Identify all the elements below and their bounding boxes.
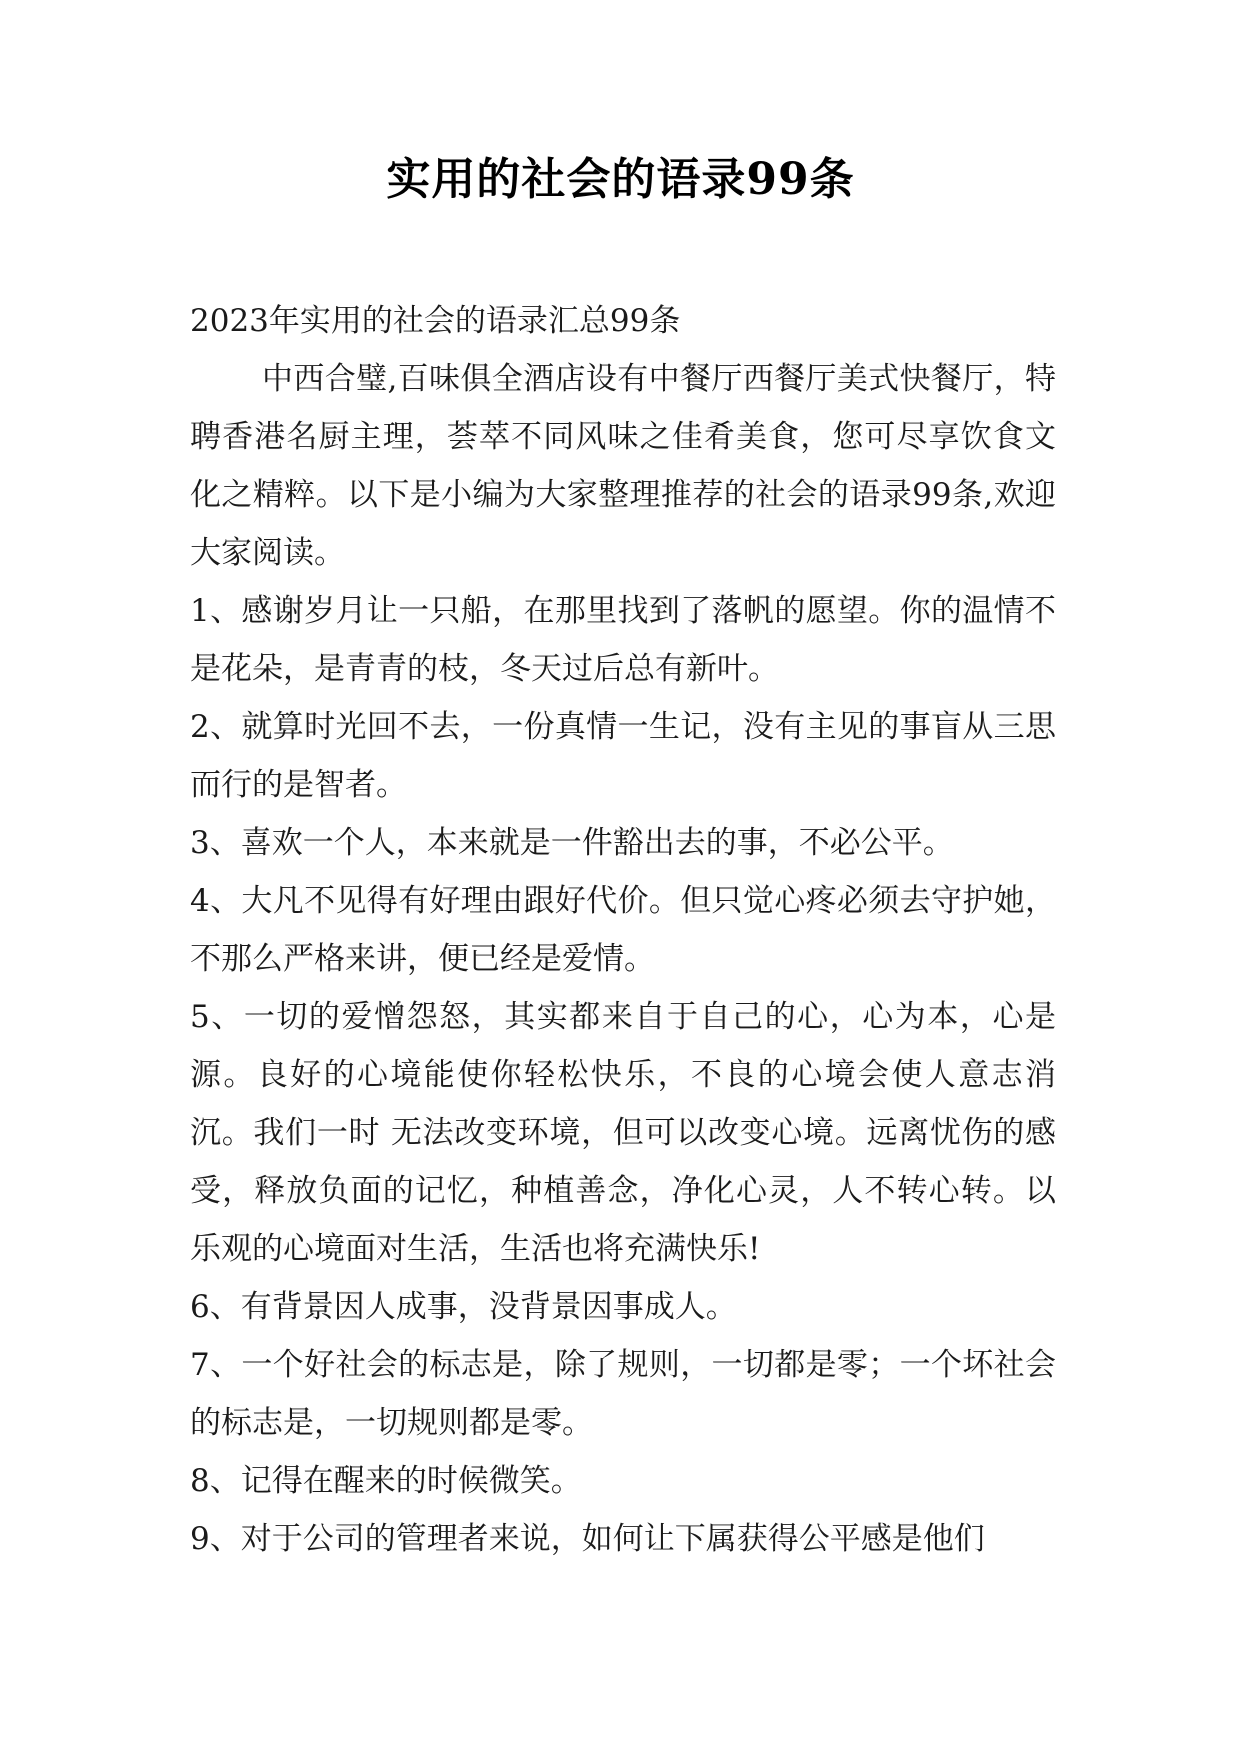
list-item: 5、一切的爱憎怨怒，其实都来自于自己的心，心为本，心是源。良好的心境能使你轻松快乐，不良的心境会使人意志消沉。我们一时 无法改变环境，但可以改变心境。远离忧伤的感受，释放负面的记忆，种植善念，净化心灵，人不转心转。以乐观的心境面对生活，生活也将充满快乐! bbox=[190, 999, 1056, 1267]
document-title: 实用的社会的语录99条 bbox=[386, 154, 855, 205]
document-subtitle: 2023年实用的社会的语录汇总99条 bbox=[190, 303, 681, 339]
list-item: 6、有背景因人成事，没背景因事成人。 bbox=[190, 1289, 737, 1325]
intro-paragraph: 中西合璧,百味俱全酒店设有中餐厅西餐厅美式快餐厅，特聘香港名厨主理，荟萃不同风味之佳肴美食，您可尽享饮食文化之精粹。以下是小编为大家整理推荐的社会的语录99条,欢迎大家阅读。 bbox=[190, 361, 1056, 571]
list-item: 1、感谢岁月让一只船，在那里找到了落帆的愿望。你的温情不是花朵，是青青的枝，冬天过后总有新叶。 bbox=[190, 593, 1056, 687]
document-body bbox=[190, 292, 1056, 1568]
list-item: 2、就算时光回不去，一份真情一生记，没有主见的事盲从三思而行的是智者。 bbox=[190, 709, 1056, 803]
list-item: 8、记得在醒来的时候微笑。 bbox=[190, 1463, 582, 1499]
list-item: 3、喜欢一个人，本来就是一件豁出去的事，不必公平。 bbox=[190, 825, 954, 861]
list-item: 9、对于公司的管理者来说，如何让下属获得公平感是他们 bbox=[190, 1521, 985, 1557]
list-item: 4、大凡不见得有好理由跟好代价。但只觉心疼必须去守护她，不那么严格来讲，便已经是爱情。 bbox=[190, 883, 1056, 977]
list-item: 7、一个好社会的标志是，除了规则，一切都是零；一个坏社会的标志是，一切规则都是零。 bbox=[190, 1347, 1056, 1441]
